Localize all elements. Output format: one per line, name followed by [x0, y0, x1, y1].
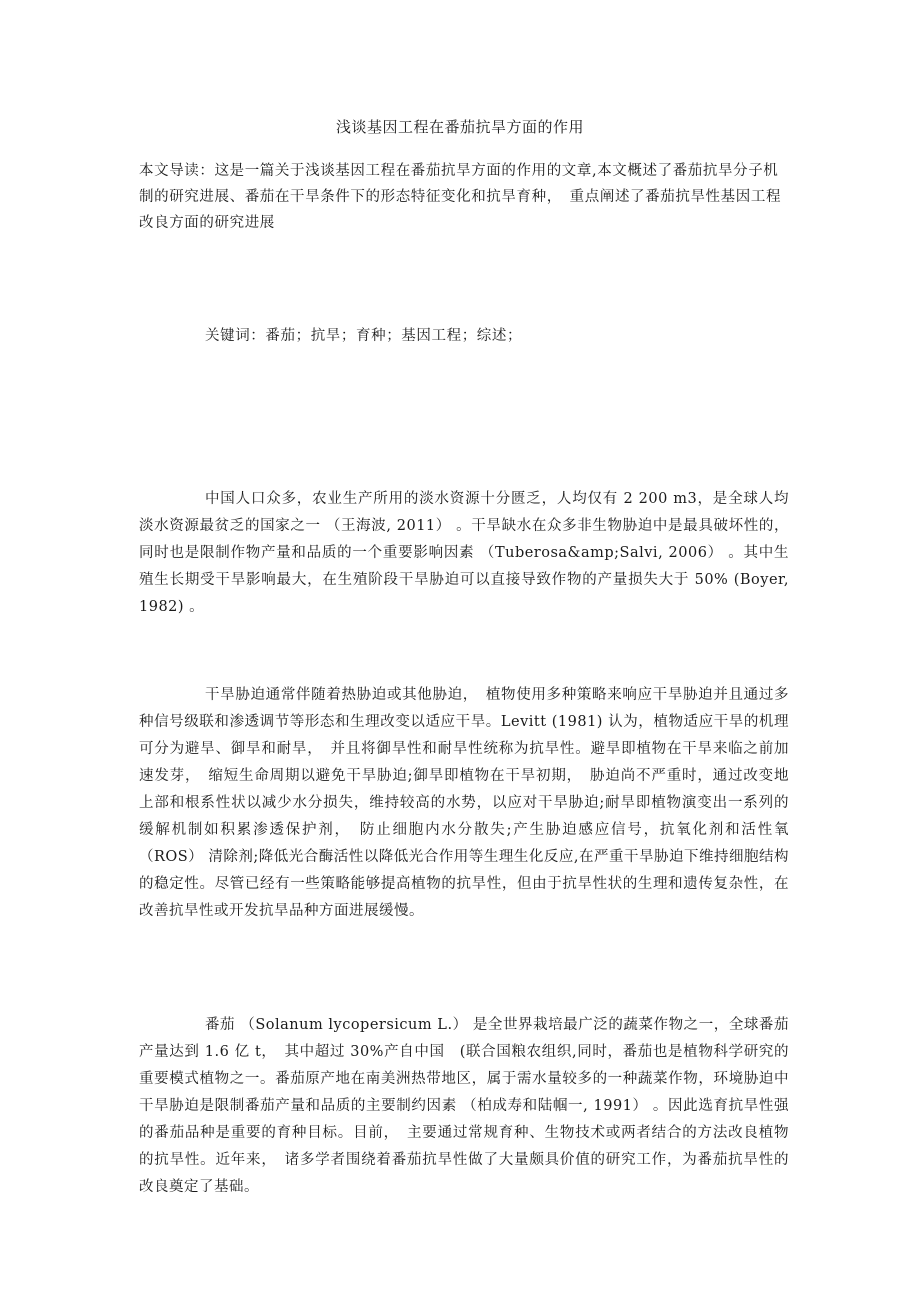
- body-paragraph-3: 番茄 （Solanum lycopersicum L.） 是全世界栽培最广泛的蔬菜作物之一，全球番茄产量达到 1.6 亿 t， 其中超过 30%产自中国 (联合国粮农组织,同时，番茄也是植物科学研究的重要模式植物之一。番茄原产地在南美洲热带地区，属于需水量较多的一种蔬菜作物，环境胁迫中干旱胁迫是限制番茄产量和品质的主要制约因素 （柏成寿和陆帼一, 1991） 。因此选育抗旱性强的番茄品种是重要的育种目标。目前， 主要通过常规育种、生物技术或两者结合的方法改良植物的抗旱性。近年来， 诸多学者围绕着番茄抗旱性做了大量颇具价值的研究工作，为番茄抗旱性的改良奠定了基础。: [139, 1017, 789, 1195]
- document-title: 浅谈基因工程在番茄抗旱方面的作用: [335, 118, 584, 136]
- body-paragraph-2: 干旱胁迫通常伴随着热胁迫或其他胁迫， 植物使用多种策略来响应干旱胁迫并且通过多种信号级联和渗透调节等形态和生理改变以适应干旱。Levitt (1981) 认为，植物适应干旱的机理可分为避旱、御旱和耐旱， 并且将御旱性和耐旱性统称为抗旱性。避旱即植物在干旱来临之前加速发芽， 缩短生命周期以避免干旱胁迫;御旱即植物在干旱初期， 胁迫尚不严重时，通过改变地上部和根系性状以减少水分损失，维持较高的水势，以应对干旱胁迫;耐旱即植物演变出一系列的缓解机制如积累渗透保护剂， 防止细胞内水分散失;产生胁迫感应信号，抗氧化剂和活性氧 （ROS） 清除剂;降低光合酶活性以降低光合作用等生理生化反应,在严重干旱胁迫下维持细胞结构的稳定性。尽管已经有一些策略能够提高植物的抗旱性，但由于抗旱性状的生理和遗传复杂性，在改善抗旱性或开发抗旱品种方面进展缓慢。: [139, 687, 789, 919]
- body-paragraph-1: 中国人口众多，农业生产所用的淡水资源十分匮乏，人均仅有 2 200 m3，是全球人均淡水资源最贫乏的国家之一 （王海波, 2011） 。干旱缺水在众多非生物胁迫中是最具破坏性的，同时也是限制作物产量和品质的一个重要影响因素 （Tuberosa&amp;Salvi, 2006） 。其中生殖生长期受干旱影响最大，在生殖阶段干旱胁迫可以直接导致作物的产量损失大于 50% (Boyer, 1982) 。: [139, 491, 789, 615]
- abstract-text: 本文导读：这是一篇关于浅谈基因工程在番茄抗旱方面的作用的文章,本文概述了番茄抗旱分子机制的研究进展、番茄在干旱条件下的形态特征变化和抗旱育种， 重点阐述了番茄抗旱性基因工程改良方面的研究进展: [139, 163, 782, 231]
- keywords-line: 关键词：番茄；抗旱；育种；基因工程；综述；: [205, 328, 523, 344]
